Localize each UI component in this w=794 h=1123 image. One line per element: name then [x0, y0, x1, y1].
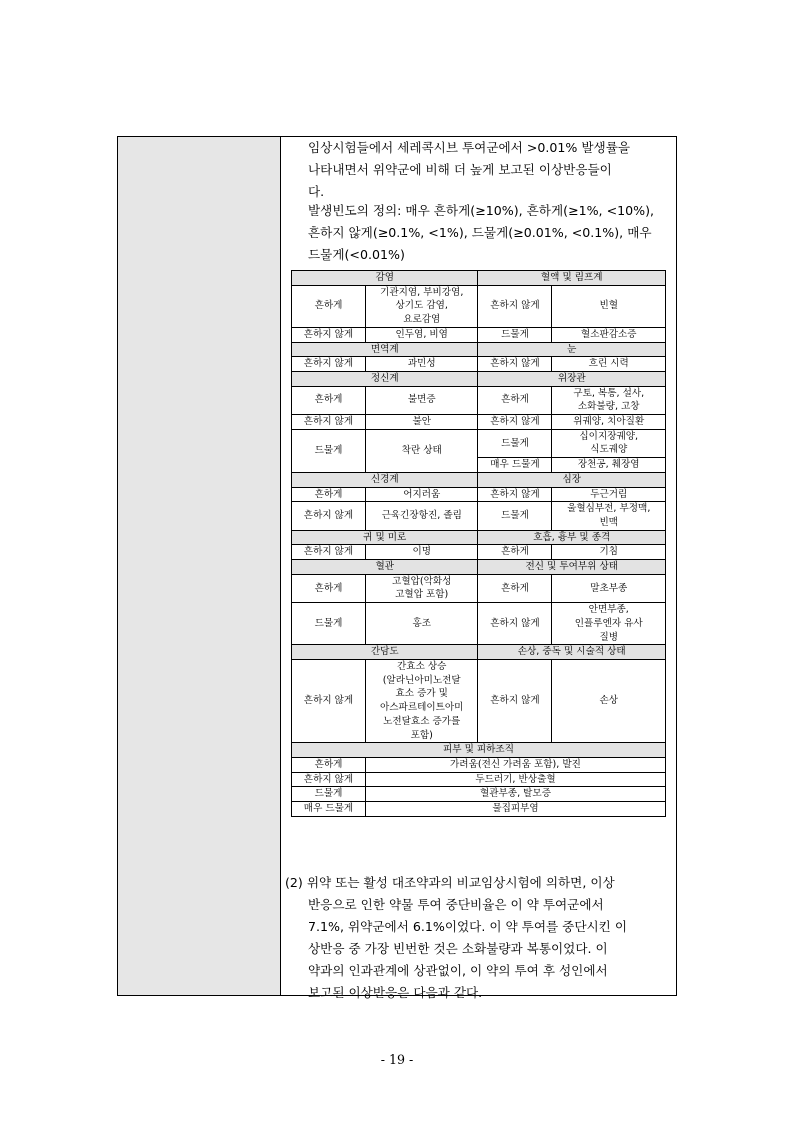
frequency-cell: 흔하지 않게: [292, 772, 366, 787]
frequency-cell: 매우 드물게: [478, 458, 552, 473]
event-line: 고혈압(악화성: [392, 575, 452, 587]
frequency-cell: 드물게: [478, 429, 552, 457]
event-line: 소화불량, 고창: [577, 401, 640, 413]
text-line: 7.1%, 위약군에서 6.1%이었다. 이 약 투여를 중단시킨 이: [308, 919, 627, 934]
frequency-cell: 흔하게: [478, 545, 552, 560]
table-row: [292, 560, 666, 575]
event-cell: 말초부종: [552, 574, 666, 602]
event-line: 상기도 감염,: [395, 300, 448, 312]
event-cell: 손상: [552, 659, 666, 742]
event-line: 울혈심부전, 부정맥,: [567, 503, 651, 515]
soc-header: 귀 및 미로: [292, 530, 478, 545]
event-line: 식도궤양: [590, 444, 628, 456]
frequency-cell: 흔하게: [292, 487, 366, 502]
soc-header: 면역계: [292, 342, 478, 357]
soc-header: 간담도: [292, 645, 478, 660]
table-row: [292, 285, 666, 327]
frequency-cell: 흔하지 않게: [478, 659, 552, 742]
table-row: [292, 271, 666, 286]
table-row: [292, 802, 666, 817]
text-line: 약과의 인과관계에 상관없이, 이 약의 투여 후 성인에서: [308, 963, 608, 978]
event-line: 노전달효소 증가를: [383, 715, 461, 727]
frequency-cell: 드물게: [478, 327, 552, 342]
table-row: [292, 757, 666, 772]
event-cell: 홍조: [365, 603, 478, 645]
event-cell: 물집피부염: [365, 802, 665, 817]
table-row: [292, 371, 666, 386]
frequency-cell: 드물게: [292, 603, 366, 645]
event-line: 효소 증가 및: [395, 688, 448, 700]
event-line: 안면부종,: [588, 604, 629, 616]
frequency-cell: 흔하게: [292, 386, 366, 414]
text-line: 드물게(<0.01%): [308, 247, 405, 262]
table-row: [292, 743, 666, 758]
table-row: [292, 603, 666, 645]
event-line: 빈맥: [599, 516, 618, 528]
event-cell: 이명: [365, 545, 478, 560]
event-line: 고혈압 포함): [395, 589, 449, 601]
event-cell: 착란 상태: [365, 429, 478, 472]
adverse-reaction-table: [291, 270, 666, 817]
soc-header: 눈: [478, 342, 666, 357]
page-number: - 19 -: [380, 1052, 414, 1067]
table-row: [292, 415, 666, 430]
soc-header: 심장: [478, 472, 666, 487]
table-row: [292, 659, 666, 742]
text-line: 다.: [308, 184, 325, 199]
table-row: [292, 487, 666, 502]
event-cell: [365, 285, 478, 327]
frequency-cell: 흔하지 않게: [478, 357, 552, 372]
table-row: [292, 327, 666, 342]
right-content-column: [281, 137, 676, 1000]
event-line: (알라닌아미노전달: [382, 674, 461, 686]
event-line: 아스파르테이트아미: [380, 702, 464, 714]
event-cell: 근육긴장항진, 졸림: [365, 502, 478, 530]
event-cell: 기침: [552, 545, 666, 560]
event-cell: [552, 429, 666, 457]
text-line: 흔하지 않게(≥0.1%, <1%), 드물게(≥0.01%, <0.1%), 매우: [308, 225, 652, 240]
soc-header: 호흡, 흉부 및 종격: [478, 530, 666, 545]
event-line: 인플루엔자 유사: [574, 617, 643, 629]
event-line: 질병: [599, 631, 618, 643]
event-cell: 혈관부종, 탈모증: [365, 787, 665, 802]
event-cell: 불안: [365, 415, 478, 430]
event-cell: 가려움(전신 가려움 포함), 발진: [365, 757, 665, 772]
event-cell: 혈소판감소증: [552, 327, 666, 342]
event-line: 기관지염, 부비강염,: [380, 286, 464, 298]
event-cell: 불면증: [365, 386, 478, 414]
event-cell: 위궤양, 치아질환: [552, 415, 666, 430]
text-line: 나타내면서 위약군에 비해 더 높게 보고된 이상반응들이: [308, 162, 612, 177]
event-cell: 과민성: [365, 357, 478, 372]
frequency-cell: 드물게: [478, 502, 552, 530]
table-row: [292, 342, 666, 357]
event-cell: [365, 659, 478, 742]
text-line: (2) 위약 또는 활성 대조약과의 비교임상시험에 의하면, 이상: [285, 875, 615, 890]
frequency-cell: 흔하지 않게: [292, 415, 366, 430]
text-line: 상반응 중 가장 빈번한 것은 소화불량과 복통이었다. 이: [308, 941, 608, 956]
text-line: 발생빈도의 정의: 매우 흔하게(≥10%), 흔하게(≥1%, <10%),: [308, 203, 655, 218]
frequency-cell: 흔하게: [478, 386, 552, 414]
soc-header: 위장관: [478, 371, 666, 386]
soc-header: 혈관: [292, 560, 478, 575]
table-row: [292, 574, 666, 602]
event-cell: [552, 603, 666, 645]
frequency-cell: 드물게: [292, 429, 366, 472]
table-row: [292, 429, 666, 457]
event-cell: [552, 502, 666, 530]
text-line: 반응으로 인한 약물 투여 중단비율은 이 약 투여군에서: [308, 897, 604, 912]
table-row: [292, 645, 666, 660]
section-2-paragraph: [285, 872, 665, 1004]
frequency-definition: [308, 200, 668, 266]
event-cell: 두근거림: [552, 487, 666, 502]
frequency-cell: 흔하게: [292, 757, 366, 772]
frequency-cell: 흔하지 않게: [478, 487, 552, 502]
frequency-cell: 흔하지 않게: [292, 659, 366, 742]
frequency-cell: 흔하지 않게: [478, 415, 552, 430]
event-cell: 장천공, 췌장염: [552, 458, 666, 473]
event-cell: 두드러기, 반상출혈: [365, 772, 665, 787]
soc-header: 정신계: [292, 371, 478, 386]
table-row: [292, 787, 666, 802]
frequency-cell: 흔하게: [478, 574, 552, 602]
frequency-cell: 흔하게: [292, 285, 366, 327]
frequency-cell: 드물게: [292, 787, 366, 802]
table-row: [292, 472, 666, 487]
frequency-cell: 흔하지 않게: [292, 357, 366, 372]
soc-header: 전신 및 투여부위 상태: [478, 560, 666, 575]
event-cell: 인두염, 비염: [365, 327, 478, 342]
event-cell: 흐린 시력: [552, 357, 666, 372]
table-row: [292, 530, 666, 545]
soc-header: 혈액 및 림프계: [478, 271, 666, 286]
frequency-cell: 흔하지 않게: [292, 545, 366, 560]
table-row: [292, 357, 666, 372]
event-cell: [552, 386, 666, 414]
frequency-cell: 매우 드물게: [292, 802, 366, 817]
event-line: 십이지장궤양,: [579, 430, 639, 442]
table-row: [292, 545, 666, 560]
event-line: 구토, 복통, 설사,: [573, 387, 645, 399]
table-row: [292, 772, 666, 787]
event-cell: 어지러움: [365, 487, 478, 502]
text-line: 임상시험들에서 세레콕시브 투여군에서 >0.01% 발생률을: [308, 140, 631, 155]
event-line: 요로감염: [403, 314, 441, 326]
event-line: 포함): [410, 729, 433, 741]
frequency-cell: 흔하게: [292, 574, 366, 602]
soc-header: 손상, 중독 및 시술적 상태: [478, 645, 666, 660]
event-line: 간효소 상승: [397, 660, 447, 672]
frequency-cell: 흔하지 않게: [478, 603, 552, 645]
soc-header: 감염: [292, 271, 478, 286]
event-cell: 빈혈: [552, 285, 666, 327]
soc-header: 신경계: [292, 472, 478, 487]
soc-header: 피부 및 피하조직: [292, 743, 666, 758]
content-frame: [117, 136, 677, 1000]
left-shaded-column: [118, 137, 281, 995]
table-row: [292, 502, 666, 530]
event-cell: [365, 574, 478, 602]
frequency-cell: 흔하지 않게: [478, 285, 552, 327]
frequency-cell: 흔하지 않게: [292, 327, 366, 342]
table-row: [292, 386, 666, 414]
intro-paragraph: [308, 137, 668, 203]
frequency-cell: 흔하지 않게: [292, 502, 366, 530]
text-line: 보고된 이상반응은 다음과 같다.: [308, 985, 483, 1000]
